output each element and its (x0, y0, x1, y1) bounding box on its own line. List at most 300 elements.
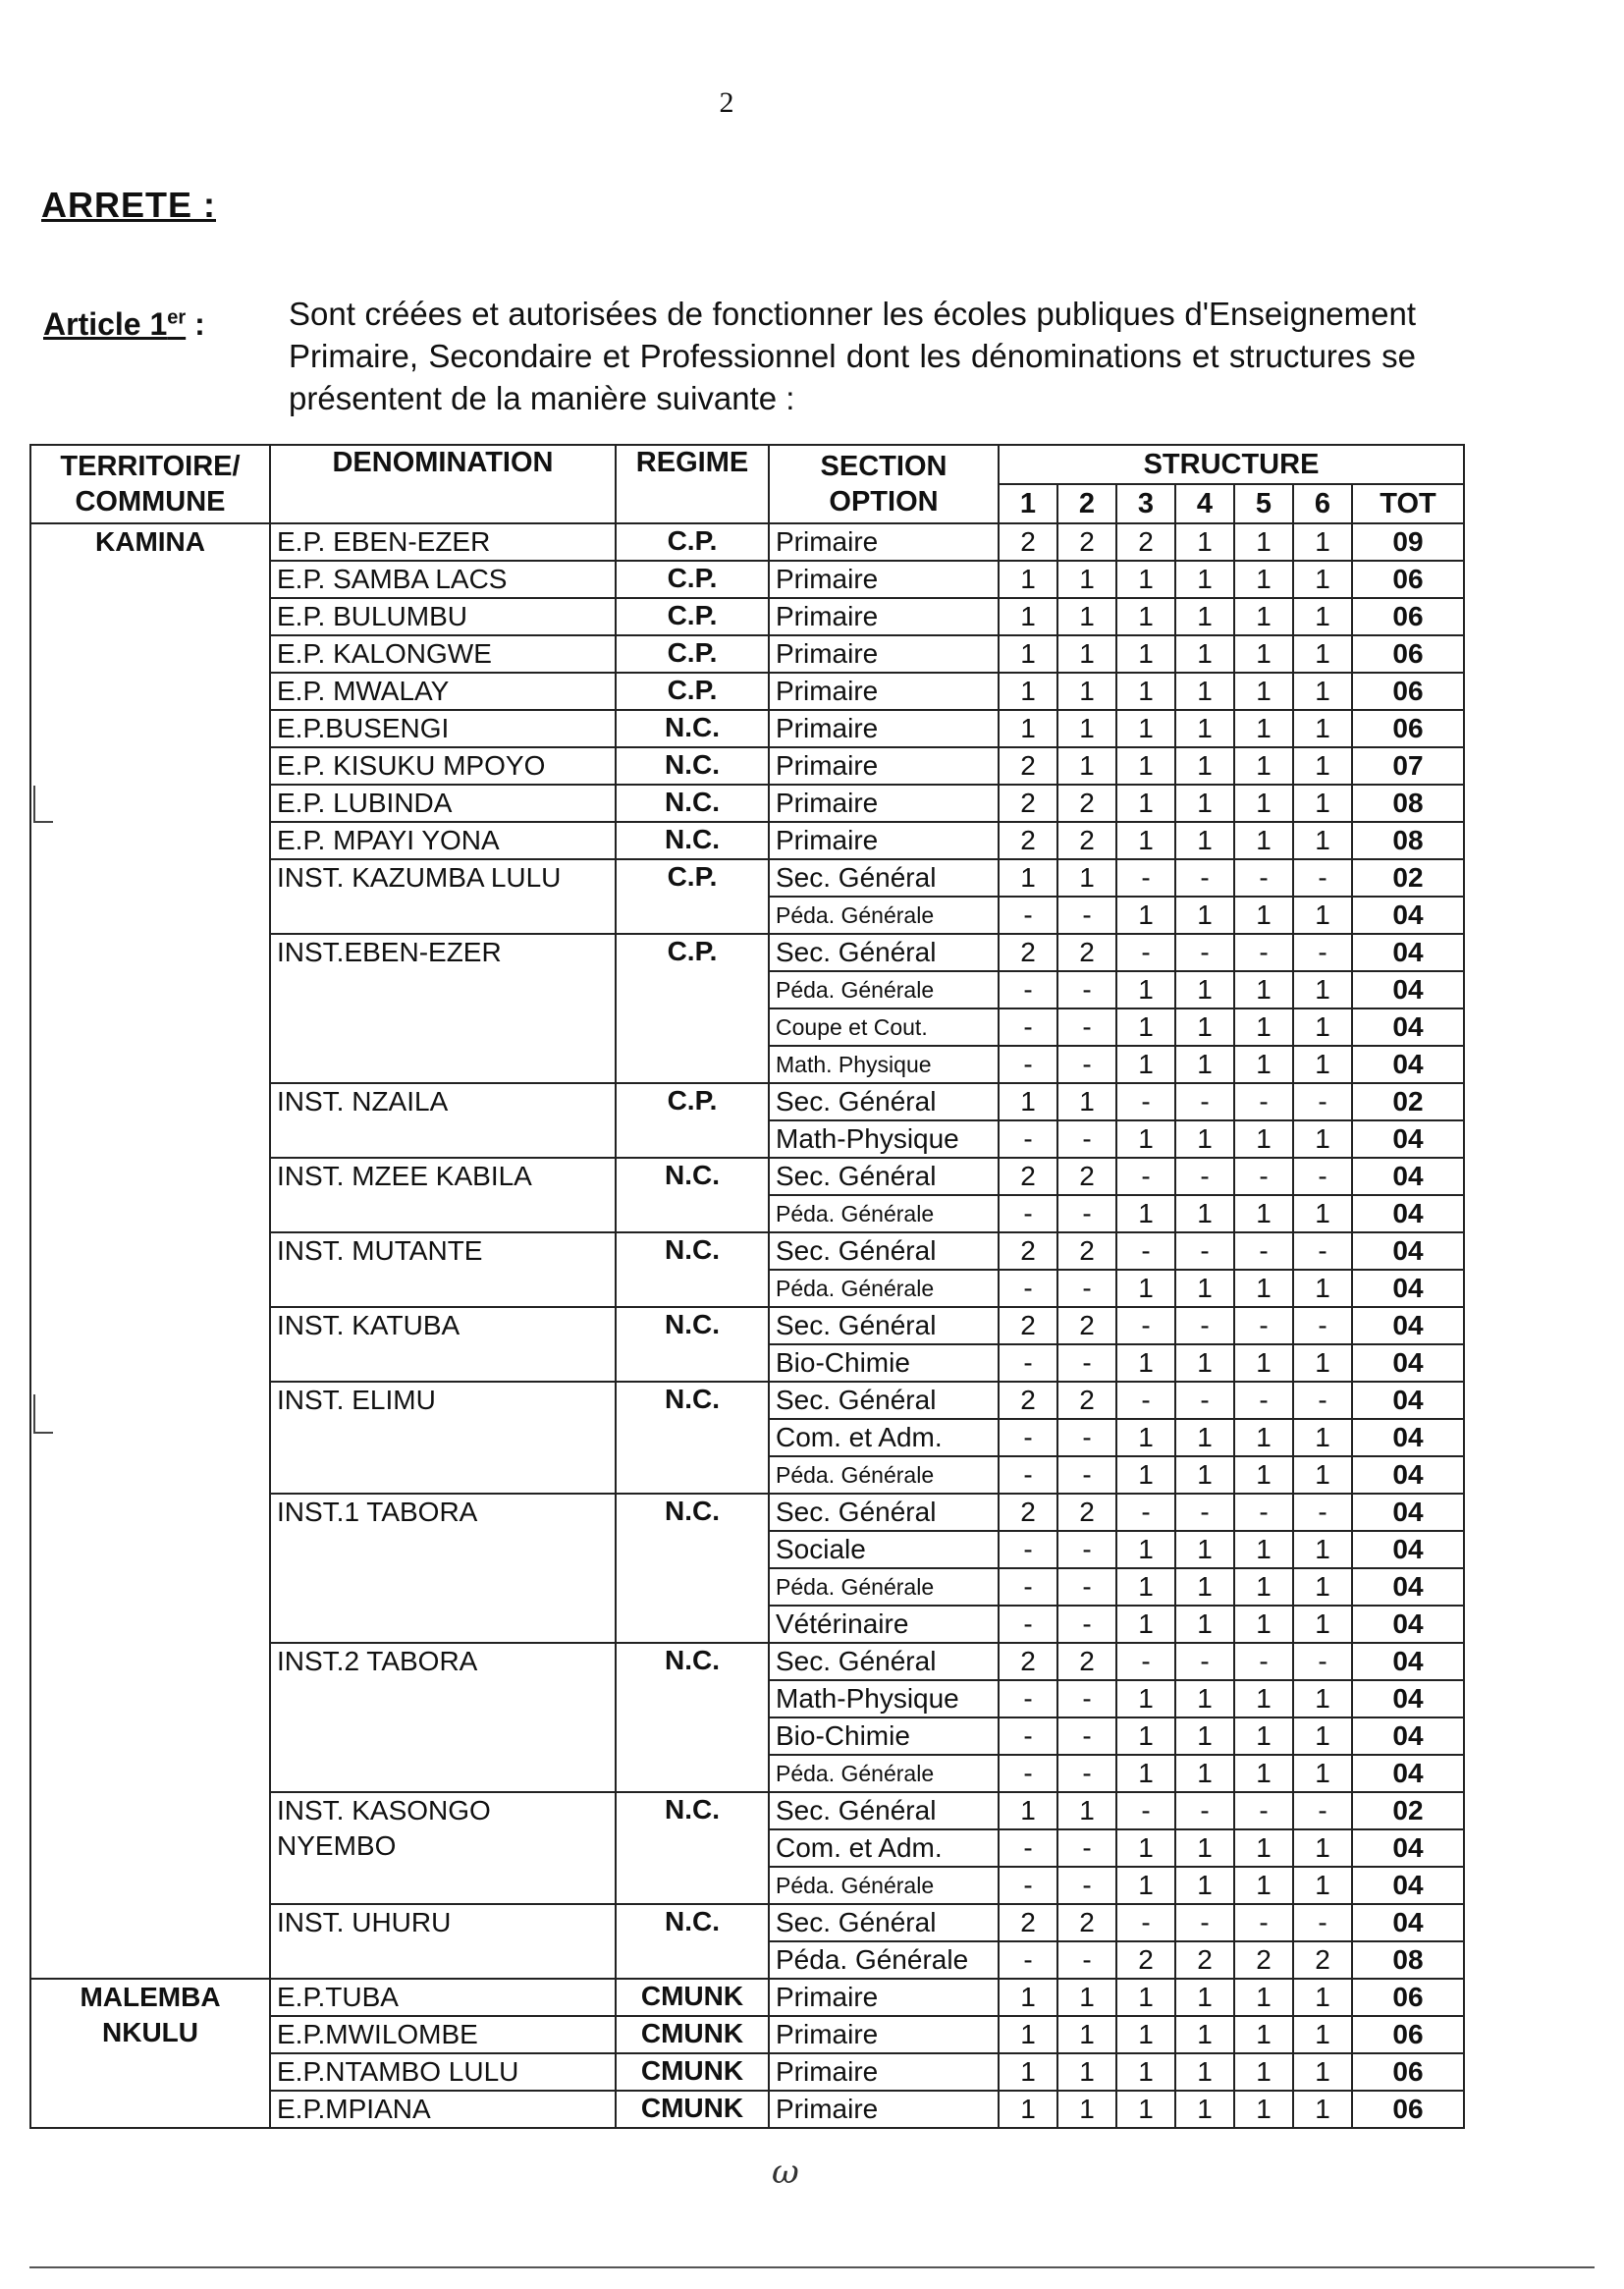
level-5-cell: 1 (1234, 1979, 1293, 2016)
level-2-cell: 1 (1057, 1792, 1116, 1829)
level-5-cell: 1 (1234, 747, 1293, 785)
level-4-cell: 1 (1175, 1456, 1234, 1494)
level-6-cell: 1 (1293, 822, 1352, 859)
level-2-cell: - (1057, 1344, 1116, 1382)
level-1-cell: - (999, 1867, 1057, 1904)
level-4-cell: - (1175, 1643, 1234, 1680)
total-cell: 04 (1352, 1419, 1464, 1456)
level-5-cell: 1 (1234, 598, 1293, 635)
total-cell: 04 (1352, 1232, 1464, 1270)
total-cell: 04 (1352, 1195, 1464, 1232)
section-option: Sec. Général (769, 1904, 999, 1941)
level-4-cell: 1 (1175, 1867, 1234, 1904)
total-cell: 08 (1352, 785, 1464, 822)
level-5-cell: 1 (1234, 1195, 1293, 1232)
level-2-cell: 2 (1057, 1494, 1116, 1531)
level-5-cell: 1 (1234, 1120, 1293, 1158)
level-1-cell: 1 (999, 2016, 1057, 2053)
total-cell: 04 (1352, 1307, 1464, 1344)
level-3-cell: - (1116, 1382, 1175, 1419)
total-cell: 04 (1352, 1456, 1464, 1494)
level-1-cell: 1 (999, 598, 1057, 635)
school-name: E.P. BULUMBU (270, 598, 616, 635)
section-option: Primaire (769, 2016, 999, 2053)
school-name: E.P.MWILOMBE (270, 2016, 616, 2053)
level-6-cell: 1 (1293, 1344, 1352, 1382)
level-3-cell: - (1116, 1232, 1175, 1270)
level-6-cell: 2 (1293, 1941, 1352, 1979)
level-6-cell: - (1293, 859, 1352, 897)
level-2-cell: - (1057, 971, 1116, 1008)
level-5-cell: - (1234, 859, 1293, 897)
level-5-cell: 1 (1234, 1046, 1293, 1083)
level-5-cell: 1 (1234, 1270, 1293, 1307)
level-4-cell: 1 (1175, 1680, 1234, 1717)
level-4-cell: 1 (1175, 1829, 1234, 1867)
section-option: Primaire (769, 635, 999, 673)
level-3-cell: 1 (1116, 2091, 1175, 2128)
section-option: Sec. Général (769, 859, 999, 897)
section-option: Sec. Général (769, 1792, 999, 1829)
regime-cell: N.C. (616, 1494, 769, 1643)
level-4-cell: 1 (1175, 1120, 1234, 1158)
total-cell: 06 (1352, 673, 1464, 710)
section-option: Math-Physique (769, 1680, 999, 1717)
level-1-cell: 1 (999, 673, 1057, 710)
level-4-cell: 1 (1175, 1046, 1234, 1083)
section-option: Math. Physique (769, 1046, 999, 1083)
section-option: Math-Physique (769, 1120, 999, 1158)
school-name: INST.1 TABORA (270, 1494, 616, 1643)
level-6-cell: 1 (1293, 1456, 1352, 1494)
level-1-cell: 2 (999, 1158, 1057, 1195)
level-2-cell: 2 (1057, 1904, 1116, 1941)
level-3-cell: 1 (1116, 1979, 1175, 2016)
level-1-cell: 1 (999, 635, 1057, 673)
table-row (30, 523, 1464, 561)
regime-cell: N.C. (616, 1307, 769, 1382)
level-3-cell: 2 (1116, 1941, 1175, 1979)
regime-cell: CMUNK (616, 1979, 769, 2016)
level-5-cell: 1 (1234, 1531, 1293, 1568)
school-name: INST. UHURU (270, 1904, 616, 1979)
level-1-cell: - (999, 1270, 1057, 1307)
header-level-6: 6 (1293, 484, 1352, 523)
school-name: E.P.BUSENGI (270, 710, 616, 747)
header-level-5: 5 (1234, 484, 1293, 523)
section-option: Péda. Générale (769, 1755, 999, 1792)
total-cell: 04 (1352, 971, 1464, 1008)
level-5-cell: 1 (1234, 1829, 1293, 1867)
level-1-cell: - (999, 1120, 1057, 1158)
section-option: Péda. Générale (769, 1568, 999, 1606)
total-cell: 06 (1352, 598, 1464, 635)
level-3-cell: 1 (1116, 1195, 1175, 1232)
level-1-cell: 2 (999, 1307, 1057, 1344)
regime-cell: C.P. (616, 859, 769, 934)
level-5-cell: 2 (1234, 1941, 1293, 1979)
level-3-cell: 1 (1116, 1717, 1175, 1755)
level-6-cell: 1 (1293, 710, 1352, 747)
regime-cell: C.P. (616, 598, 769, 635)
total-cell: 04 (1352, 1717, 1464, 1755)
level-1-cell: 2 (999, 1643, 1057, 1680)
level-5-cell: 1 (1234, 897, 1293, 934)
level-1-cell: 2 (999, 1904, 1057, 1941)
level-2-cell: 1 (1057, 2053, 1116, 2091)
decree-heading: ARRETE : (41, 185, 216, 225)
total-cell: 04 (1352, 1867, 1464, 1904)
level-6-cell: 1 (1293, 1606, 1352, 1643)
level-6-cell: - (1293, 1494, 1352, 1531)
level-5-cell: 1 (1234, 822, 1293, 859)
level-6-cell: 1 (1293, 1270, 1352, 1307)
level-3-cell: 1 (1116, 897, 1175, 934)
level-4-cell: 2 (1175, 1941, 1234, 1979)
total-cell: 04 (1352, 1046, 1464, 1083)
level-4-cell: 1 (1175, 2091, 1234, 2128)
level-4-cell: 1 (1175, 1419, 1234, 1456)
total-cell: 04 (1352, 1008, 1464, 1046)
level-5-cell: - (1234, 934, 1293, 971)
total-cell: 06 (1352, 635, 1464, 673)
level-1-cell: 2 (999, 1382, 1057, 1419)
level-1-cell: - (999, 1344, 1057, 1382)
level-2-cell: - (1057, 1456, 1116, 1494)
level-6-cell: 1 (1293, 2053, 1352, 2091)
level-3-cell: 1 (1116, 1344, 1175, 1382)
regime-cell: C.P. (616, 1083, 769, 1158)
level-2-cell: 2 (1057, 1232, 1116, 1270)
level-4-cell: 1 (1175, 1270, 1234, 1307)
level-2-cell: 1 (1057, 1083, 1116, 1120)
regime-cell: N.C. (616, 747, 769, 785)
level-3-cell: - (1116, 1158, 1175, 1195)
level-6-cell: - (1293, 1307, 1352, 1344)
total-cell: 04 (1352, 1158, 1464, 1195)
level-6-cell: 1 (1293, 1008, 1352, 1046)
level-3-cell: - (1116, 1792, 1175, 1829)
regime-cell: N.C. (616, 1904, 769, 1979)
level-1-cell: 2 (999, 747, 1057, 785)
level-1-cell: - (999, 1456, 1057, 1494)
level-4-cell: 1 (1175, 1755, 1234, 1792)
level-5-cell: 1 (1234, 1755, 1293, 1792)
article-label-text: Article 1 (43, 306, 168, 342)
schools-table (29, 444, 1465, 2129)
level-3-cell: - (1116, 1494, 1175, 1531)
level-3-cell: - (1116, 859, 1175, 897)
section-option: Bio-Chimie (769, 1344, 999, 1382)
level-5-cell: 1 (1234, 2091, 1293, 2128)
level-5-cell: 1 (1234, 1344, 1293, 1382)
header-level-4: 4 (1175, 484, 1234, 523)
total-cell: 04 (1352, 1568, 1464, 1606)
school-name: INST. NZAILA (270, 1083, 616, 1158)
level-6-cell: - (1293, 1158, 1352, 1195)
level-1-cell: - (999, 1046, 1057, 1083)
territory-cell: KAMINA (30, 523, 270, 1979)
regime-cell: N.C. (616, 1382, 769, 1494)
regime-cell: N.C. (616, 1232, 769, 1307)
level-5-cell: - (1234, 1792, 1293, 1829)
level-4-cell: - (1175, 1083, 1234, 1120)
level-1-cell: - (999, 1419, 1057, 1456)
level-6-cell: 1 (1293, 598, 1352, 635)
school-name: E.P.MPIANA (270, 2091, 616, 2128)
level-5-cell: 1 (1234, 1008, 1293, 1046)
level-2-cell: 1 (1057, 673, 1116, 710)
level-2-cell: 2 (1057, 523, 1116, 561)
section-option: Sec. Général (769, 1232, 999, 1270)
level-4-cell: - (1175, 1904, 1234, 1941)
section-option: Primaire (769, 523, 999, 561)
level-1-cell: - (999, 1717, 1057, 1755)
page-number: 2 (719, 86, 734, 119)
section-option: Péda. Générale (769, 1195, 999, 1232)
article-label-sup: er (167, 306, 187, 329)
total-cell: 04 (1352, 1755, 1464, 1792)
level-5-cell: 1 (1234, 1717, 1293, 1755)
school-name: INST. KASONGO NYEMBO (270, 1792, 616, 1904)
level-1-cell: - (999, 1755, 1057, 1792)
section-option: Bio-Chimie (769, 1717, 999, 1755)
level-5-cell: - (1234, 1382, 1293, 1419)
level-3-cell: - (1116, 1307, 1175, 1344)
level-2-cell: 2 (1057, 1307, 1116, 1344)
territory-cell: MALEMBA NKULU (30, 1979, 270, 2128)
level-3-cell: 1 (1116, 710, 1175, 747)
regime-cell: C.P. (616, 523, 769, 561)
section-option: Sociale (769, 1531, 999, 1568)
section-option: Primaire (769, 710, 999, 747)
level-3-cell: 1 (1116, 1046, 1175, 1083)
level-2-cell: 2 (1057, 1643, 1116, 1680)
header-structure: STRUCTURE (999, 445, 1464, 484)
margin-mark (35, 821, 53, 823)
level-5-cell: 1 (1234, 1867, 1293, 1904)
level-6-cell: - (1293, 1083, 1352, 1120)
section-option: Primaire (769, 1979, 999, 2016)
level-6-cell: 1 (1293, 785, 1352, 822)
level-2-cell: 1 (1057, 747, 1116, 785)
total-cell: 06 (1352, 2091, 1464, 2128)
level-1-cell: 2 (999, 1232, 1057, 1270)
level-4-cell: 1 (1175, 897, 1234, 934)
regime-cell: N.C. (616, 785, 769, 822)
total-cell: 04 (1352, 1382, 1464, 1419)
level-6-cell: 1 (1293, 1717, 1352, 1755)
level-4-cell: 1 (1175, 2016, 1234, 2053)
level-5-cell: - (1234, 1643, 1293, 1680)
level-2-cell: - (1057, 1008, 1116, 1046)
level-2-cell: - (1057, 897, 1116, 934)
section-option: Sec. Général (769, 1307, 999, 1344)
section-option: Péda. Générale (769, 1867, 999, 1904)
total-cell: 06 (1352, 2016, 1464, 2053)
level-6-cell: 1 (1293, 2016, 1352, 2053)
regime-cell: C.P. (616, 673, 769, 710)
level-6-cell: 1 (1293, 1195, 1352, 1232)
total-cell: 09 (1352, 523, 1464, 561)
level-2-cell: - (1057, 1941, 1116, 1979)
regime-cell: CMUNK (616, 2053, 769, 2091)
level-5-cell: 1 (1234, 673, 1293, 710)
level-4-cell: 1 (1175, 822, 1234, 859)
level-6-cell: 1 (1293, 897, 1352, 934)
level-1-cell: 1 (999, 1792, 1057, 1829)
regime-cell: N.C. (616, 1643, 769, 1792)
regime-cell: C.P. (616, 934, 769, 1083)
section-option: Primaire (769, 673, 999, 710)
school-name: INST.2 TABORA (270, 1643, 616, 1792)
section-option: Péda. Générale (769, 1270, 999, 1307)
level-6-cell: - (1293, 1643, 1352, 1680)
level-2-cell: 1 (1057, 561, 1116, 598)
level-6-cell: 1 (1293, 1829, 1352, 1867)
school-name: E.P.TUBA (270, 1979, 616, 2016)
header-territory: TERRITOIRE/ COMMUNE (30, 445, 270, 523)
level-3-cell: 1 (1116, 1606, 1175, 1643)
level-2-cell: - (1057, 1606, 1116, 1643)
level-4-cell: 1 (1175, 971, 1234, 1008)
level-5-cell: - (1234, 1307, 1293, 1344)
level-5-cell: 1 (1234, 2016, 1293, 2053)
level-4-cell: - (1175, 1382, 1234, 1419)
level-6-cell: 1 (1293, 1680, 1352, 1717)
section-option: Primaire (769, 822, 999, 859)
level-3-cell: 1 (1116, 1867, 1175, 1904)
level-2-cell: 2 (1057, 1158, 1116, 1195)
header-total: TOT (1352, 484, 1464, 523)
article-text: Sont créées et autorisées de fonctionner les écoles publiques d'Enseignement Primaire, Secondaire et Professionnel dont les dénominations et structures se présentent de la manière suivante : (289, 296, 1416, 416)
regime-cell: N.C. (616, 1792, 769, 1904)
section-option: Sec. Général (769, 934, 999, 971)
total-cell: 04 (1352, 1829, 1464, 1867)
level-5-cell: 1 (1234, 2053, 1293, 2091)
level-6-cell: - (1293, 1382, 1352, 1419)
level-3-cell: 1 (1116, 1829, 1175, 1867)
level-5-cell: 1 (1234, 785, 1293, 822)
level-2-cell: - (1057, 1531, 1116, 1568)
level-2-cell: 2 (1057, 934, 1116, 971)
level-5-cell: 1 (1234, 1606, 1293, 1643)
level-6-cell: 1 (1293, 1531, 1352, 1568)
total-cell: 02 (1352, 859, 1464, 897)
level-1-cell: - (999, 1680, 1057, 1717)
total-cell: 08 (1352, 822, 1464, 859)
total-cell: 04 (1352, 1344, 1464, 1382)
level-2-cell: 1 (1057, 635, 1116, 673)
article-label (43, 306, 205, 343)
level-2-cell: - (1057, 1717, 1116, 1755)
level-3-cell: 1 (1116, 1456, 1175, 1494)
total-cell: 04 (1352, 934, 1464, 971)
level-3-cell: 1 (1116, 2053, 1175, 2091)
bottom-rule (29, 2266, 1595, 2268)
total-cell: 04 (1352, 1606, 1464, 1643)
level-4-cell: 1 (1175, 598, 1234, 635)
level-1-cell: - (999, 1195, 1057, 1232)
level-3-cell: 1 (1116, 1419, 1175, 1456)
section-option: Primaire (769, 785, 999, 822)
level-3-cell: 1 (1116, 598, 1175, 635)
level-5-cell: 1 (1234, 523, 1293, 561)
school-name: INST. MUTANTE (270, 1232, 616, 1307)
article-label-suffix: : (186, 306, 205, 342)
total-cell: 04 (1352, 1494, 1464, 1531)
level-2-cell: 2 (1057, 785, 1116, 822)
school-name: E.P. KISUKU MPOYO (270, 747, 616, 785)
level-5-cell: - (1234, 1904, 1293, 1941)
section-option: Primaire (769, 2053, 999, 2091)
level-3-cell: 1 (1116, 747, 1175, 785)
level-4-cell: 1 (1175, 561, 1234, 598)
section-option: Péda. Générale (769, 971, 999, 1008)
level-1-cell: - (999, 1941, 1057, 1979)
level-1-cell: 1 (999, 1979, 1057, 2016)
level-3-cell: 1 (1116, 673, 1175, 710)
regime-cell: C.P. (616, 561, 769, 598)
total-cell: 04 (1352, 1680, 1464, 1717)
section-option: Sec. Général (769, 1382, 999, 1419)
level-3-cell: 1 (1116, 561, 1175, 598)
level-4-cell: 1 (1175, 1531, 1234, 1568)
level-4-cell: 1 (1175, 635, 1234, 673)
header-denomination: DENOMINATION (270, 445, 616, 523)
level-2-cell: 2 (1057, 1382, 1116, 1419)
level-2-cell: 1 (1057, 1979, 1116, 2016)
level-6-cell: - (1293, 1792, 1352, 1829)
level-3-cell: 1 (1116, 1531, 1175, 1568)
level-2-cell: 1 (1057, 710, 1116, 747)
total-cell: 04 (1352, 1120, 1464, 1158)
level-5-cell: 1 (1234, 635, 1293, 673)
level-6-cell: 1 (1293, 523, 1352, 561)
level-6-cell: 1 (1293, 1419, 1352, 1456)
section-option: Primaire (769, 598, 999, 635)
header-section-option: SECTION OPTION (769, 445, 999, 523)
header-level-2: 2 (1057, 484, 1116, 523)
level-3-cell: 1 (1116, 1120, 1175, 1158)
level-4-cell: 1 (1175, 1344, 1234, 1382)
level-3-cell: 1 (1116, 1680, 1175, 1717)
level-5-cell: - (1234, 1158, 1293, 1195)
table-body (30, 523, 1464, 2128)
level-4-cell: 1 (1175, 1568, 1234, 1606)
level-3-cell: 1 (1116, 1755, 1175, 1792)
school-name: E.P. KALONGWE (270, 635, 616, 673)
level-3-cell: - (1116, 934, 1175, 971)
level-1-cell: 1 (999, 561, 1057, 598)
school-name: E.P. MPAYI YONA (270, 822, 616, 859)
level-5-cell: 1 (1234, 971, 1293, 1008)
level-4-cell: - (1175, 859, 1234, 897)
level-3-cell: 2 (1116, 523, 1175, 561)
school-name: E.P. LUBINDA (270, 785, 616, 822)
regime-cell: N.C. (616, 1158, 769, 1232)
level-4-cell: 1 (1175, 1195, 1234, 1232)
section-option: Primaire (769, 561, 999, 598)
level-6-cell: 1 (1293, 971, 1352, 1008)
school-name: INST.EBEN-EZER (270, 934, 616, 1083)
level-2-cell: - (1057, 1120, 1116, 1158)
level-2-cell: - (1057, 1568, 1116, 1606)
level-4-cell: 1 (1175, 747, 1234, 785)
level-5-cell: 1 (1234, 710, 1293, 747)
level-1-cell: - (999, 1606, 1057, 1643)
level-2-cell: - (1057, 1867, 1116, 1904)
